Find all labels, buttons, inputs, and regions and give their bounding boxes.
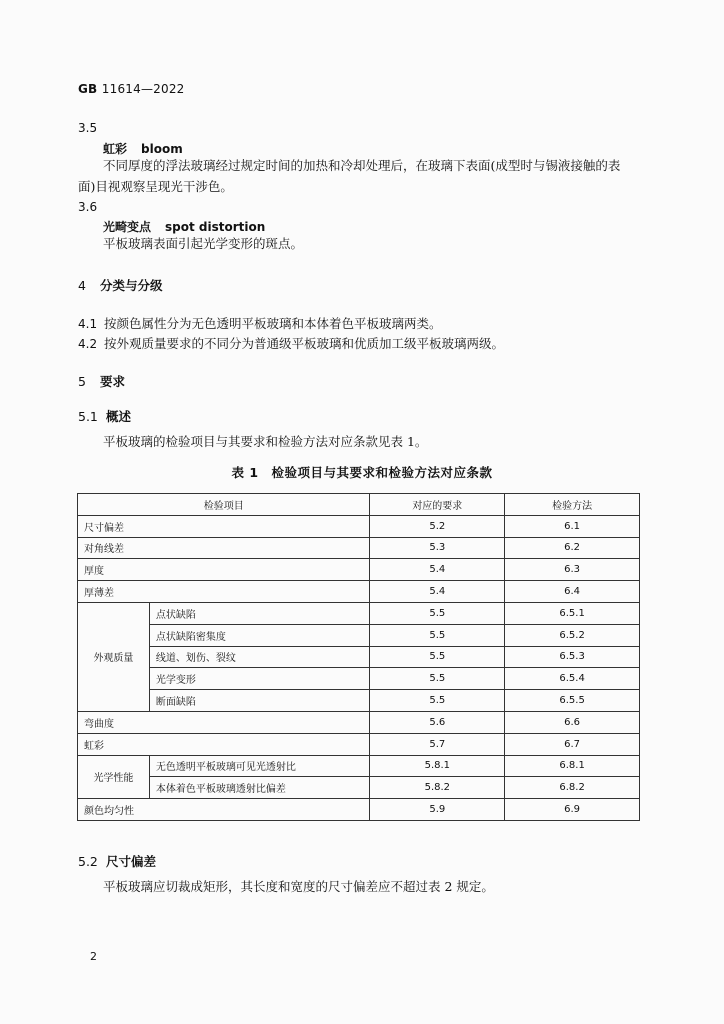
cell-method: 6.8.2 (505, 777, 640, 799)
cell-item: 虹彩 (78, 733, 370, 755)
cell-method: 6.6 (505, 711, 640, 733)
table-row (78, 624, 640, 646)
dimension-text: 平板玻璃应切裁成矩形，其长度和宽度的尺寸偏差应不超过表 2 规定。 (103, 879, 494, 894)
table-row (78, 515, 640, 537)
clause-number-3-6: 3.6 (78, 200, 98, 214)
page-number: 2 (90, 950, 97, 963)
cell-requirement: 5.8.1 (370, 755, 505, 777)
table-row (78, 646, 640, 668)
cell-requirement: 5.5 (370, 602, 505, 624)
cell-method: 6.4 (505, 581, 640, 603)
cell-subitem: 光学变形 (149, 668, 370, 690)
header-item: 检验项目 (78, 494, 370, 516)
cell-group-optical: 光学性能 (78, 755, 150, 799)
cell-subitem: 本体着色平板玻璃透射比偏差 (149, 777, 370, 799)
cell-method: 6.5.1 (505, 602, 640, 624)
cell-method: 6.7 (505, 733, 640, 755)
clause-number: 4.2 (78, 337, 98, 351)
clause-text: 按外观质量要求的不同分为普通级平板玻璃和优质加工级平板玻璃两级。 (104, 336, 505, 351)
cell-method: 6.5.5 (505, 690, 640, 712)
section-heading-5-2 (78, 852, 156, 870)
cell-method: 6.9 (505, 799, 640, 821)
section-number: 5.2 (78, 854, 98, 869)
table-row (78, 690, 640, 712)
table-row (78, 733, 640, 755)
term-en: bloom (141, 142, 183, 156)
cell-method: 6.1 (505, 515, 640, 537)
cell-requirement: 5.5 (370, 690, 505, 712)
cell-requirement: 5.8.2 (370, 777, 505, 799)
cell-subitem: 线道、划伤、裂纹 (149, 646, 370, 668)
table-row (78, 602, 640, 624)
section-heading-5-1 (78, 407, 131, 425)
header-requirement: 对应的要求 (370, 494, 505, 516)
table-row (78, 537, 640, 559)
clause-4-1 (78, 314, 442, 332)
cell-requirement: 5.9 (370, 799, 505, 821)
section-number: 5 (78, 374, 86, 389)
table-caption: 表 1 检验项目与其要求和检验方法对应条款 (231, 465, 493, 480)
definition-bloom-line2: 面)目视观察呈现光干涉色。 (78, 179, 233, 194)
cell-subitem: 无色透明平板玻璃可见光透射比 (149, 755, 370, 777)
cell-item: 尺寸偏差 (78, 515, 370, 537)
cell-subitem: 点状缺陷密集度 (149, 624, 370, 646)
table-row (78, 559, 640, 581)
cell-requirement: 5.7 (370, 733, 505, 755)
clause-number-3-5: 3.5 (78, 121, 98, 135)
cell-item: 厚薄差 (78, 581, 370, 603)
term-en: spot distortion (165, 220, 266, 234)
table-header-row (78, 494, 640, 516)
section-title: 尺寸偏差 (106, 854, 157, 869)
section-title: 分类与分级 (100, 278, 163, 293)
overview-text: 平板玻璃的检验项目与其要求和检验方法对应条款见表 1。 (103, 434, 428, 449)
cell-requirement: 5.4 (370, 559, 505, 581)
cell-requirement: 5.5 (370, 646, 505, 668)
header-method: 检验方法 (505, 494, 640, 516)
cell-method: 6.5.2 (505, 624, 640, 646)
table-row (78, 799, 640, 821)
table-row (78, 711, 640, 733)
cell-group-appearance: 外观质量 (78, 602, 150, 711)
cell-method: 6.5.3 (505, 646, 640, 668)
cell-item: 对角线差 (78, 537, 370, 559)
standard-prefix: GB (78, 82, 98, 96)
section-heading-5 (78, 372, 125, 390)
section-heading-4 (78, 276, 163, 294)
definition-spot-distortion: 平板玻璃表面引起光学变形的斑点。 (103, 236, 304, 251)
clause-number: 4.1 (78, 317, 98, 331)
cell-method: 6.8.1 (505, 755, 640, 777)
term-cn: 虹彩 (103, 142, 128, 156)
cell-requirement: 5.4 (370, 581, 505, 603)
cell-method: 6.2 (505, 537, 640, 559)
cell-subitem: 断面缺陷 (149, 690, 370, 712)
table-row (78, 755, 640, 777)
clause-text: 按颜色属性分为无色透明平板玻璃和本体着色平板玻璃两类。 (104, 316, 442, 331)
section-title: 要求 (100, 374, 126, 389)
cell-item: 颜色均匀性 (78, 799, 370, 821)
section-number: 4 (78, 278, 86, 293)
section-number: 5.1 (78, 409, 98, 424)
table-row (78, 668, 640, 690)
clause-4-2 (78, 334, 504, 352)
cell-subitem: 点状缺陷 (149, 602, 370, 624)
cell-requirement: 5.2 (370, 515, 505, 537)
cell-method: 6.3 (505, 559, 640, 581)
cell-requirement: 5.3 (370, 537, 505, 559)
cell-method: 6.5.4 (505, 668, 640, 690)
table-row (78, 581, 640, 603)
cell-item: 弯曲度 (78, 711, 370, 733)
term-cn: 光畸变点 (103, 220, 152, 234)
definition-bloom-line1: 不同厚度的浮法玻璃经过规定时间的加热和冷却处理后，在玻璃下表面(成型时与锡液接触的表 (103, 158, 621, 173)
cell-requirement: 5.5 (370, 624, 505, 646)
table-row (78, 777, 640, 799)
cell-requirement: 5.6 (370, 711, 505, 733)
cell-item: 厚度 (78, 559, 370, 581)
cell-requirement: 5.5 (370, 668, 505, 690)
inspection-table (77, 493, 640, 821)
standard-code (78, 82, 185, 96)
section-title: 概述 (106, 409, 132, 424)
standard-number: 11614—2022 (101, 82, 185, 96)
